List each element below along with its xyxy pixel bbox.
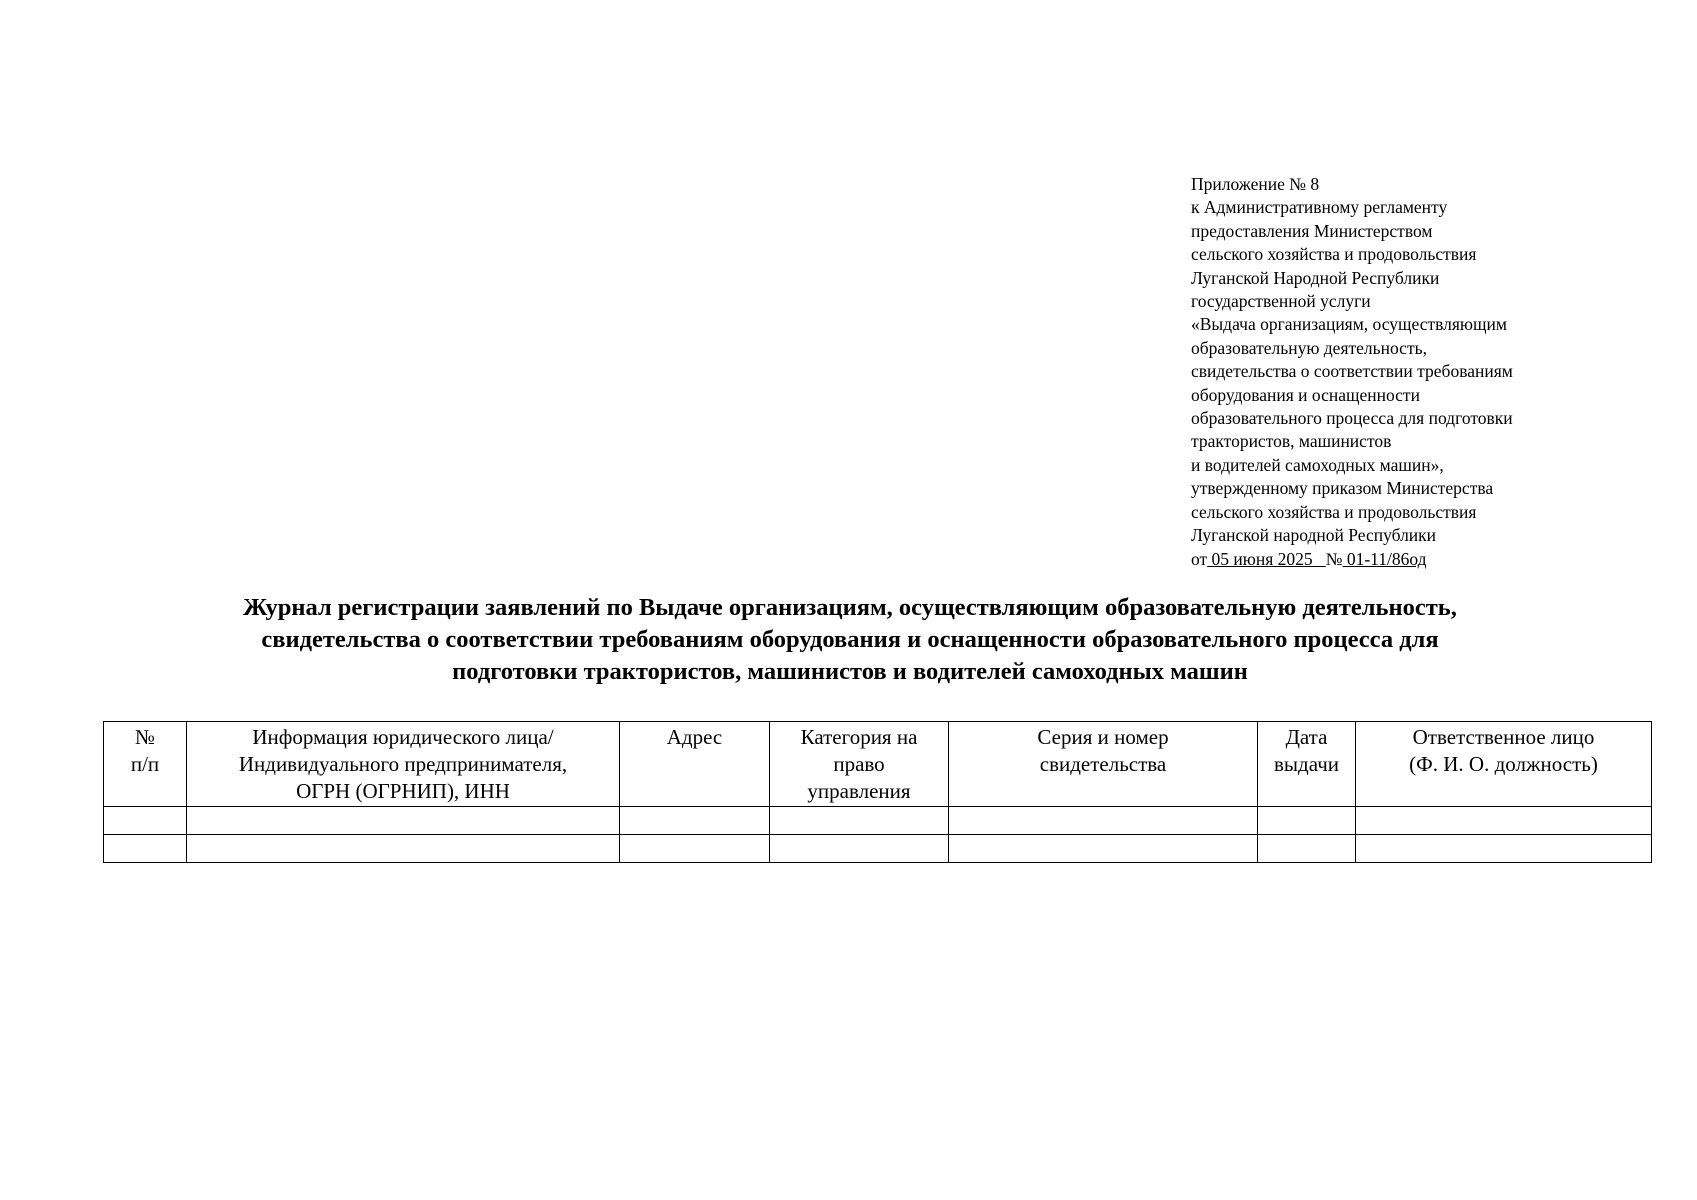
registration-journal-table xyxy=(103,721,1652,863)
appendix-line: утвержденному приказом Министерства xyxy=(1191,478,1494,499)
appendix-line: свидетельства о соответствии требованиям xyxy=(1191,361,1513,382)
order-reference xyxy=(1191,548,1661,571)
header-certificate-number: Серия и номер свидетельства xyxy=(949,722,1258,807)
journal-title xyxy=(100,592,1600,688)
appendix-line: Луганской Народной Республики xyxy=(1191,267,1440,288)
appendix-line: образовательную деятельность, xyxy=(1191,337,1427,358)
table-cell xyxy=(187,807,620,835)
order-number-label: № xyxy=(1325,548,1343,569)
appendix-note xyxy=(1191,173,1661,571)
table-cell xyxy=(770,835,949,863)
header-row-number: № п/п xyxy=(104,722,187,807)
table-cell xyxy=(1258,835,1356,863)
order-number: 01-11/86од xyxy=(1342,548,1427,569)
appendix-line: Приложение № 8 xyxy=(1191,174,1320,194)
appendix-line: Луганской народной Республики xyxy=(1191,525,1437,546)
appendix-line: и водителей самоходных машин», xyxy=(1191,454,1444,475)
journal-title-line: подготовки трактористов, машинистов и водителей самоходных машин xyxy=(452,658,1248,685)
table-row xyxy=(104,835,1652,863)
header-issue-date: Дата выдачи xyxy=(1258,722,1356,807)
table-cell xyxy=(949,807,1258,835)
appendix-line: «Выдача организациям, осуществляющим xyxy=(1191,314,1507,335)
header-entity-info: Информация юридического лица/ Индивидуального предпринимателя, ОГРН (ОГРНИП), ИНН xyxy=(187,722,620,807)
header-address: Адрес xyxy=(620,722,770,807)
journal-title-line: свидетельства о соответствии требованиям оборудования и оснащенности образовательного процесса для xyxy=(261,626,1439,653)
header-driving-category: Категория на право управления xyxy=(770,722,949,807)
table-cell xyxy=(104,807,187,835)
appendix-line: трактористов, машинистов xyxy=(1191,431,1392,452)
table-cell xyxy=(949,835,1258,863)
table-row xyxy=(104,807,1652,835)
table-cell xyxy=(1356,807,1652,835)
table-cell xyxy=(770,807,949,835)
table-cell xyxy=(620,835,770,863)
appendix-line: оборудования и оснащенности xyxy=(1191,384,1420,405)
appendix-line: предоставления Министерством xyxy=(1191,220,1433,241)
appendix-line: государственной услуги xyxy=(1191,291,1371,312)
table-header-row xyxy=(104,722,1652,807)
appendix-line: сельского хозяйства и продовольствия xyxy=(1191,244,1477,265)
table-cell xyxy=(620,807,770,835)
table-cell xyxy=(187,835,620,863)
journal-title-line: Журнал регистрации заявлений по Выдаче организациям, осуществляющим образовательную деятельность, xyxy=(243,594,1457,621)
appendix-line: образовательного процесса для подготовки xyxy=(1191,408,1513,429)
order-date: 05 июня 2025 xyxy=(1207,548,1326,569)
table-cell xyxy=(1258,807,1356,835)
appendix-line: сельского хозяйства и продовольствия xyxy=(1191,501,1477,522)
table-cell xyxy=(104,835,187,863)
appendix-line: к Административному регламенту xyxy=(1191,197,1448,218)
order-from-label: от xyxy=(1191,548,1208,569)
table-cell xyxy=(1356,835,1652,863)
header-responsible-person: Ответственное лицо (Ф. И. О. должность) xyxy=(1356,722,1652,807)
